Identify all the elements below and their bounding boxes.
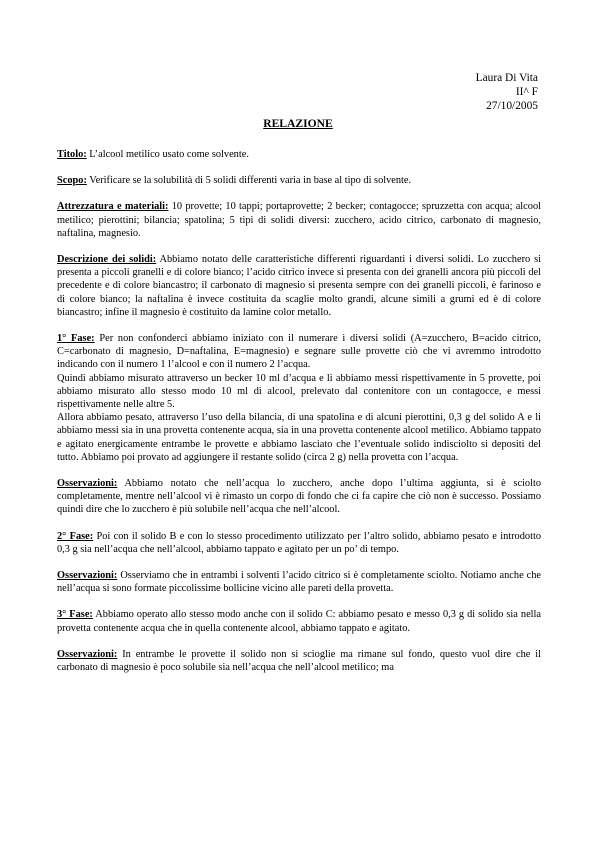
- section-text: Poi con il solido B e con lo stesso procedimento utilizzato per l’altro solido, abbiamo pesato e introdotto 0,3 g sia nell’acqua che nell’alcool, abbiamo tappato e agitato per un po’ di tempo.: [57, 530, 541, 555]
- section-text: Abbiamo notato che nell’acqua lo zucchero, anche dopo l’ultima aggiunta, si è sciolto completamente, mentre nell’alcool vi è rimasto un corpo di fondo che ci fa capire che ciò non è successo. Possiamo quindi dire che lo zucchero è più solubile nell’acqua che nell’alcool.: [57, 478, 541, 516]
- section-text: Abbiamo notato delle caratteristiche differenti riguardanti i diversi solidi. Lo zucchero si presenta a piccoli granelli e di colore bianco; l’acido citrico invece si presenta con dei granelli ancora più piccoli del precedente e di colore biancastro; il carbonato di magnesio si presenta sempre con dei granelli piccoli, è farinoso e di colore bianco; la naftalina è invece costituita da scaglie molto grandi, alcune simili a grumi ed è di colore biancastro; infine il magnesio è costituito da lamine color metallo.: [57, 254, 542, 318]
- section-label: Osservazioni:: [57, 478, 118, 490]
- section-label: Titolo:: [57, 149, 87, 160]
- section-scopo: [57, 174, 541, 187]
- section-paragraph: Allora abbiamo pesato, attraverso l’uso della bilancia, di una spatolina e di alcuni pierottini, 0,3 g del solido A e li abbiamo messi sia in una provetta contenente acqua, sia in una provetta contenente alcool metilico. Abbiamo tappato e agitato energicamente entrambe le provette e abbiamo lasciato che l’eventuale solido indisciolto si depositi del tutto. Abbiamo poi provato ad aggiungere il restante solido (circa 2 g) nella provetta con l’acqua.: [57, 412, 541, 463]
- author-name: Laura Di Vita: [475, 72, 538, 84]
- section-text: Abbiamo operato allo stesso modo anche con il solido C: abbiamo pesato e messo 0,3 g di solido sia nella provetta contenente acqua che in quella contenente alcool, abbiamo tappato e agitato.: [57, 609, 542, 634]
- section-label: Osservazioni:: [57, 648, 118, 660]
- document-title: RELAZIONE: [263, 117, 333, 130]
- section-attrezzatura: [57, 200, 541, 240]
- section-paragraph: Quindi abbiamo misurato attraverso un becker 10 ml d’acqua e li abbiamo messi rispettivamente in 5 provette, poi abbiamo misurato allo stesso modo 10 ml di alcool, prelevato dal contenitore con un contagocce, e messi rispettivamente nelle altre 5.: [57, 372, 541, 411]
- section-label: 2° Fase:: [57, 530, 94, 542]
- section-descrizione: [57, 253, 541, 319]
- section-label: Scopo:: [57, 175, 87, 187]
- section-text: 10 provette; 10 tappi; portaprovette; 2 becker; contagocce; spruzzetta con acqua; alcool metilico; pierottini; bilancia; spatolina; 5 tipi di solidi diversi: zucchero, acido citrico, carbonato di magnesio, naftalina, magnesio.: [57, 201, 541, 239]
- section-label: Osservazioni:: [57, 570, 118, 582]
- header-block: [476, 72, 538, 113]
- section-osservazioni-1: [57, 477, 541, 517]
- section-fase-2: [57, 530, 541, 556]
- section-text: L’alcool metilico usato come solvente.: [86, 149, 249, 160]
- document-body: [57, 148, 541, 687]
- section-fase-1: [57, 332, 541, 464]
- section-osservazioni-2: [57, 569, 541, 595]
- section-label: 1° Fase:: [57, 333, 95, 345]
- section-label: Attrezzatura e materiali:: [57, 201, 169, 213]
- section-osservazioni-3: [57, 648, 541, 674]
- document-date: 27/10/2005: [486, 99, 538, 112]
- section-text: Osserviamo che in entrambi i solventi l’acido citrico si è completamente sciolto. Notiamo anche che nell’acqua si sono formate piccolissime bollicine vicino alle pareti della provetta.: [57, 570, 541, 595]
- class-label: II^ F: [515, 85, 538, 98]
- section-text: In entrambe le provette il solido non si scioglie ma rimane sul fondo, questo vuol dire che il carbonato di magnesio è poco solubile sia nell’acqua che nell’alcool metilico; ma: [57, 648, 541, 674]
- section-fase-3: [57, 608, 541, 634]
- section-text: Per non confonderci abbiamo iniziato con il numerare i diversi solidi (A=zucchero, B=acido citrico, C=carbonato di magnesio, D=naftalina, E=magnesio) e segnare sulle provette ciò che vi avremmo introdotto indicando con il numero 1 l’alcool e con il numero 2 l’acqua.: [57, 333, 541, 371]
- section-label: 3° Fase:: [57, 609, 93, 621]
- section-titolo: [57, 148, 541, 161]
- section-label: Descrizione dei solidi:: [57, 254, 157, 266]
- section-text: Verificare se la solubilità di 5 solidi differenti varia in base al tipo di solvente.: [86, 175, 412, 187]
